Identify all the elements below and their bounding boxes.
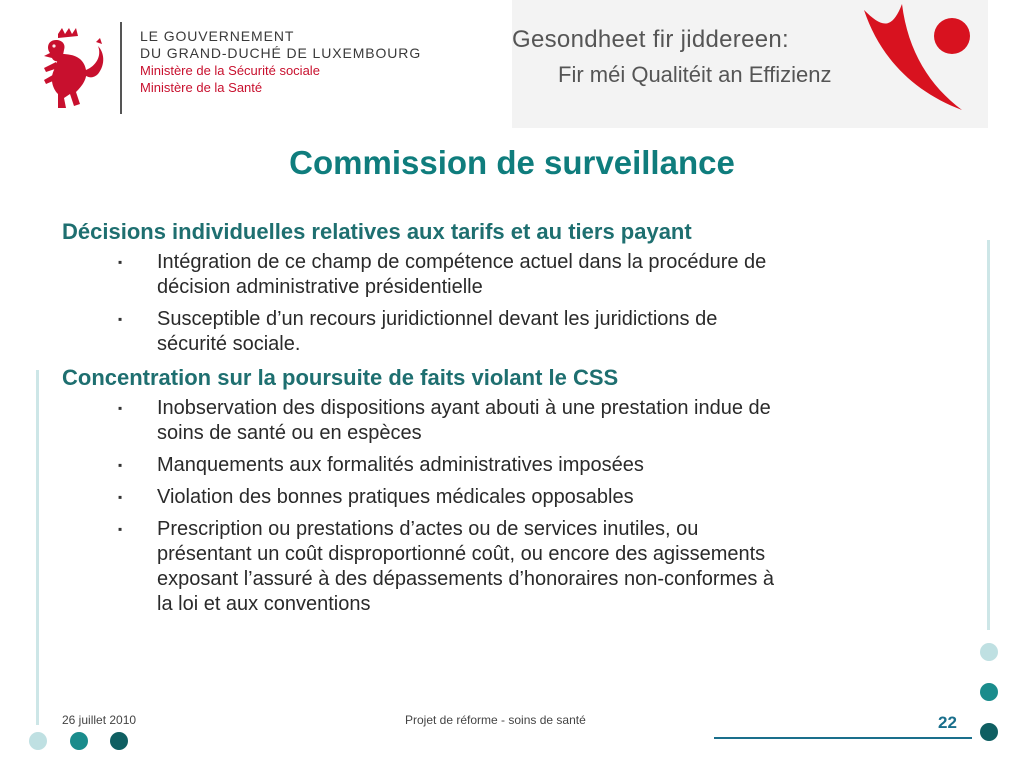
- bullet-text-line: Prescription ou prestations d’actes ou de services inutiles, ou: [157, 518, 699, 540]
- bullet-item: [62, 517, 962, 617]
- bullet-item: [62, 307, 962, 357]
- government-line-1: LE GOUVERNEMENT: [140, 28, 295, 44]
- decorative-dot: [980, 723, 998, 741]
- section-heading-tariffs: Décisions individuelles relatives aux tarifs et au tiers payant: [62, 219, 692, 244]
- ministry-social-security: Ministère de la Sécurité sociale: [140, 63, 320, 78]
- bullet-item: [62, 453, 962, 478]
- campaign-slogan-line-2: Fir méi Qualitéit an Effizienz: [558, 62, 832, 87]
- decorative-dot: [29, 732, 47, 750]
- government-logo: [40, 20, 460, 120]
- bullet-item: [62, 485, 962, 510]
- bullet-text-line: présentant un coût disproportionné coût, ou encore des agissements: [157, 543, 766, 565]
- section-heading-css: Concentration sur la poursuite de faits violant le CSS: [62, 365, 619, 390]
- footer-rule: [714, 737, 972, 739]
- bullet-text-line: la loi et aux conventions: [157, 593, 371, 615]
- bullet-icon: ▪: [118, 490, 123, 504]
- bullet-item: [62, 396, 962, 446]
- decorative-line-left: [36, 370, 39, 725]
- bullet-text-line: Manquements aux formalités administratives imposées: [157, 454, 644, 476]
- campaign-slogan-line-1: Gesondheet fir jiddereen:: [512, 26, 790, 53]
- bullet-list: [62, 250, 962, 357]
- government-name: [140, 28, 421, 96]
- bullet-text-line: sécurité sociale.: [157, 333, 301, 355]
- decorative-dot: [980, 643, 998, 661]
- bullet-icon: ▪: [118, 458, 123, 472]
- logo-divider: [120, 22, 122, 114]
- decorative-dot: [110, 732, 128, 750]
- bullet-icon: ▪: [118, 401, 123, 415]
- footer-date: 26 juillet 2010: [62, 713, 137, 727]
- bullet-text-line: décision administrative présidentielle: [157, 276, 483, 298]
- ministry-health: Ministère de la Santé: [140, 80, 263, 95]
- bullet-icon: ▪: [118, 522, 123, 536]
- bullet-icon: ▪: [118, 312, 123, 326]
- red-lion-crest-icon: [40, 28, 106, 112]
- bullet-text-line: Susceptible d’un recours juridictionnel devant les juridictions de: [157, 308, 718, 330]
- page-number: 22: [938, 713, 957, 732]
- slide-title: Commission de surveillance: [289, 144, 735, 181]
- decorative-dot: [70, 732, 88, 750]
- bullet-item: [62, 250, 962, 300]
- campaign-banner: [512, 0, 988, 128]
- bullet-text-line: exposant l’assuré à des dépassements d’honoraires non-conformes à: [157, 568, 775, 590]
- bullet-icon: ▪: [118, 255, 123, 269]
- government-line-2: DU GRAND-DUCHÉ DE LUXEMBOURG: [140, 45, 422, 61]
- red-swoosh-figure-icon: [862, 0, 988, 124]
- bullet-list: [62, 396, 962, 617]
- bullet-text-line: soins de santé ou en espèces: [157, 422, 422, 444]
- decorative-line-right: [987, 240, 990, 630]
- decorative-dot: [980, 683, 998, 701]
- bullet-text-line: Intégration de ce champ de compétence actuel dans la procédure de: [157, 251, 767, 273]
- bullet-text-line: Violation des bonnes pratiques médicales opposables: [157, 486, 634, 508]
- bullet-text-line: Inobservation des dispositions ayant abouti à une prestation indue de: [157, 397, 771, 419]
- footer-title: Projet de réforme - soins de santé: [405, 713, 586, 727]
- slide-body: [62, 218, 962, 624]
